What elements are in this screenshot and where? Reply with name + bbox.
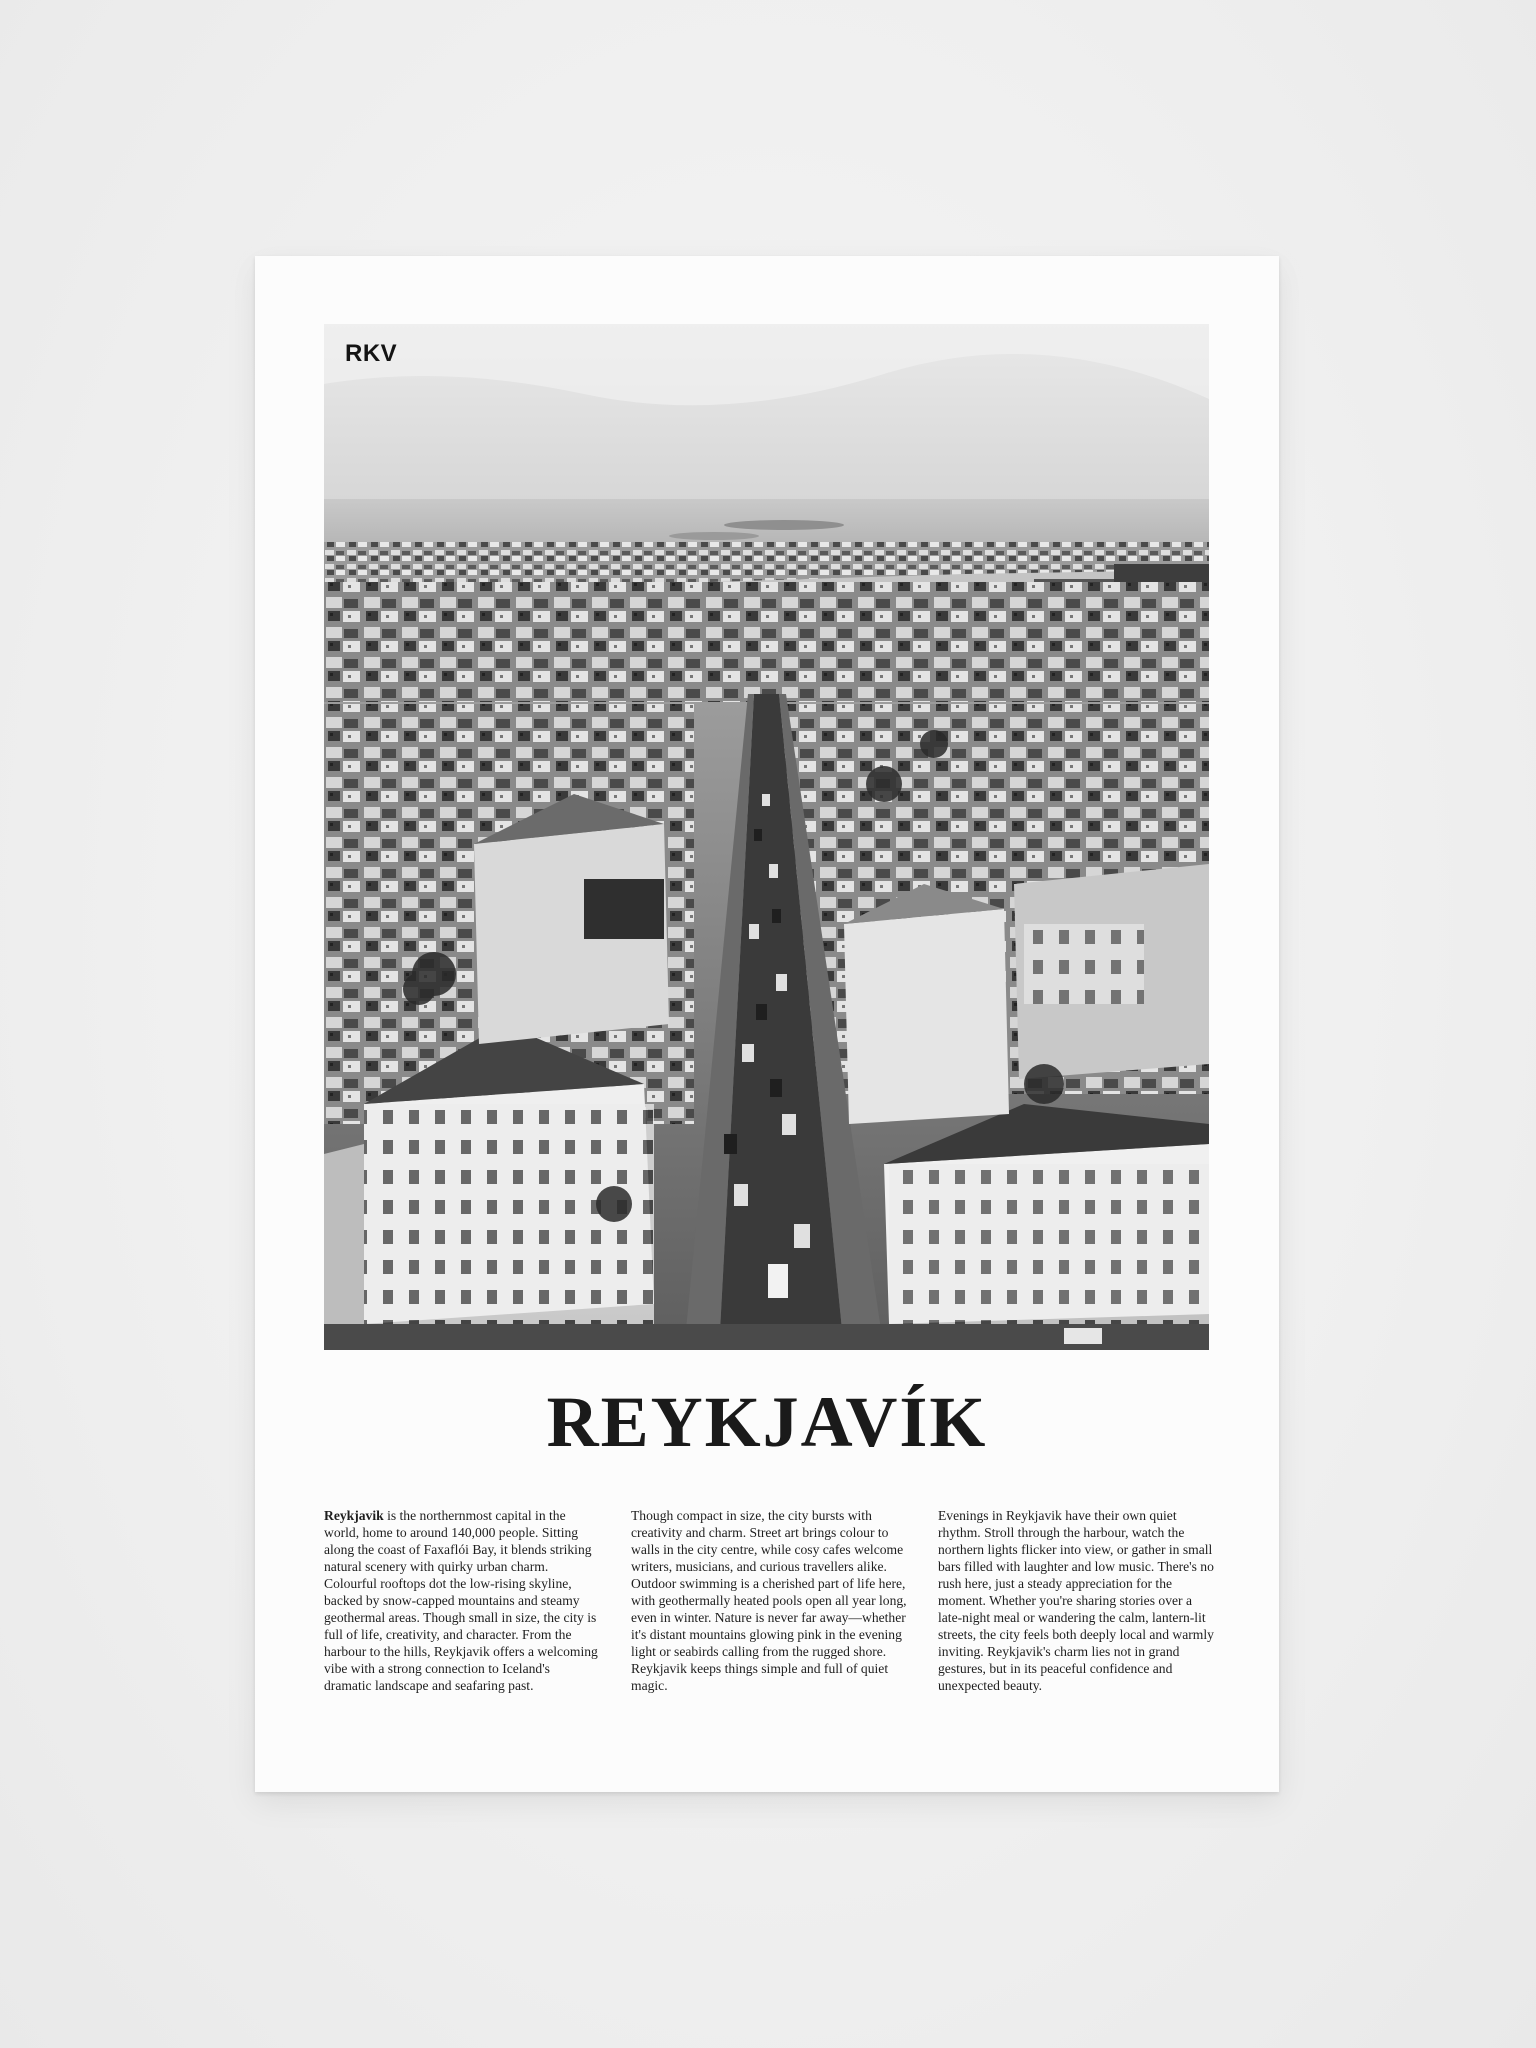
text-column-2-body: Though compact in size, the city bursts with creativity and charm. Street art brings colour to walls in the city centre, while cosy cafes welcome writers, musicians, and curious travellers alike. Outdoor swimming is a cherished part of life here, with geothermally heated pools open all year long, even in winter. Nature is never far away—whether it's distant mountains glowing pink in the evening light or seabirds calling from the rugged shore. Reykjavik keeps things simple and full of quiet magic. bbox=[631, 1508, 907, 1693]
text-column-3 bbox=[938, 1507, 1214, 1694]
city-photo bbox=[324, 324, 1209, 1350]
poster bbox=[255, 256, 1279, 1792]
text-column-1-lead: Reykjavik bbox=[324, 1508, 384, 1523]
text-column-1-body: is the northernmost capital in the world, home to around 140,000 people. Sitting along the coast of Faxaflói Bay, it blends striking natural scenery with quirky urban charm. Colourful rooftops dot the low-rising skyline, backed by snow-capped mountains and steamy geothermal areas. Though small in size, the city is full of life, creativity, and character. From the harbour to the hills, Reykjavik offers a welcoming vibe with a strong connection to Iceland's dramatic landscape and seafaring past. bbox=[324, 1508, 598, 1693]
text-column-3-body: Evenings in Reykjavik have their own quiet rhythm. Stroll through the harbour, watch the northern lights flicker into view, or gather in small bars filled with laughter and low music. There's no rush here, just a steady appreciation for the moment. Whether you're sharing stories over a late-night meal or wandering the calm, lantern-lit streets, the city feels both deeply local and warmly inviting. Reykjavik's charm lies not in grand gestures, but in its peaceful confidence and unexpected beauty. bbox=[938, 1508, 1214, 1693]
text-column-2 bbox=[631, 1507, 907, 1694]
poster-title: REYKJAVÍK bbox=[546, 1382, 988, 1462]
text-column-1 bbox=[324, 1507, 600, 1694]
city-photo-illustration bbox=[324, 324, 1209, 1350]
city-code: RKV bbox=[345, 340, 398, 367]
